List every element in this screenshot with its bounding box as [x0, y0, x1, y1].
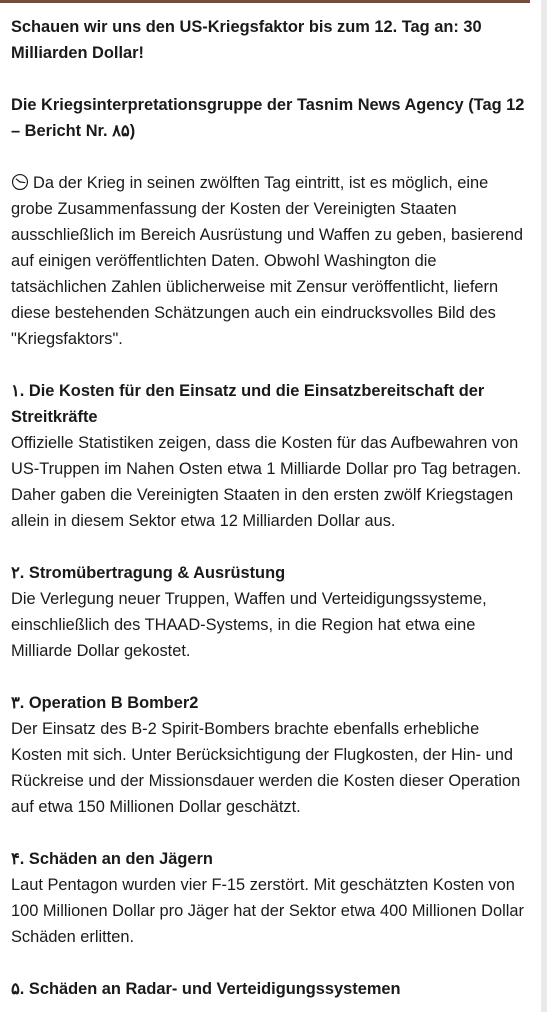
intro-text: Da der Krieg in seinen zwölften Tag eintritt, ist es möglich, eine grobe Zusammenfassung der Kosten der Vereinigten Staaten ausschließlich im Bereich Ausrüstung und Waffen zu geben, basierend auf einigen veröffentlichten Daten. Obwohl Washington die tatsächlichen Zahlen üblicherweise mit Zensur veröffentlicht, liefern diese bestehenden Schätzungen auch ein eindrucksvolles Bild des "Kriegsfaktors".	[11, 174, 524, 348]
headline: Schauen wir uns den US-Kriegsfaktor bis zum 12. Tag an: 30 Milliarden Dollar!	[11, 18, 482, 62]
section-3	[11, 690, 531, 820]
section-heading: ۲. Stromübertragung & Ausrüstung	[11, 564, 286, 582]
scrollbar-track[interactable]	[541, 0, 547, 1012]
section-heading: ۵. Schäden an Radar- und Verteidigungssystemen	[11, 980, 401, 998]
message-text	[11, 14, 531, 1012]
section-body: Offizielle Statistiken zeigen, dass die Kosten für das Aufbewahren von US-Truppen im Nahen Osten etwa 1 Milliarde Dollar pro Tag betragen. Daher gaben die Vereinigten Staaten in den ersten zwölf Kriegstagen allein in diesem Sektor etwa 12 Milliarden Dollar aus.	[11, 434, 522, 530]
section-1	[11, 378, 531, 534]
section-5	[11, 976, 531, 1002]
section-heading: ۳. Operation B Bomber2	[11, 694, 199, 712]
subheadline: Die Kriegsinterpretationsgruppe der Tasnim News Agency (Tag 12 – Bericht Nr. ۸۵)	[11, 96, 525, 140]
section-body: Die Verlegung neuer Truppen, Waffen und Verteidigungssysteme, einschließlich des THAAD-Systems, in die Region hat etwa eine Milliarde Dollar gekostet.	[11, 590, 487, 660]
intro-paragraph	[11, 170, 531, 352]
top-accent-bar	[0, 0, 530, 3]
section-body: Der Einsatz des B-2 Spirit-Bombers brachte ebenfalls erhebliche Kosten mit sich. Unter Berücksichtigung der Flugkosten, der Hin- und Rückreise und der Missionsdauer werden die Kosten dieser Operation auf etwa 150 Millionen Dollar geschätzt.	[11, 720, 521, 816]
section-2	[11, 560, 531, 664]
clock-icon	[11, 173, 29, 191]
section-heading: ۴. Schäden an den Jägern	[11, 850, 213, 868]
section-4	[11, 846, 531, 950]
section-body: Laut Pentagon wurden vier F-15 zerstört. Mit geschätzten Kosten von 100 Millionen Dollar pro Jäger hat der Sektor etwa 400 Millionen Dollar Schäden erlitten.	[11, 876, 524, 946]
section-heading: ۱. Die Kosten für den Einsatz und die Einsatzbereitschaft der Streitkräfte	[11, 382, 485, 426]
